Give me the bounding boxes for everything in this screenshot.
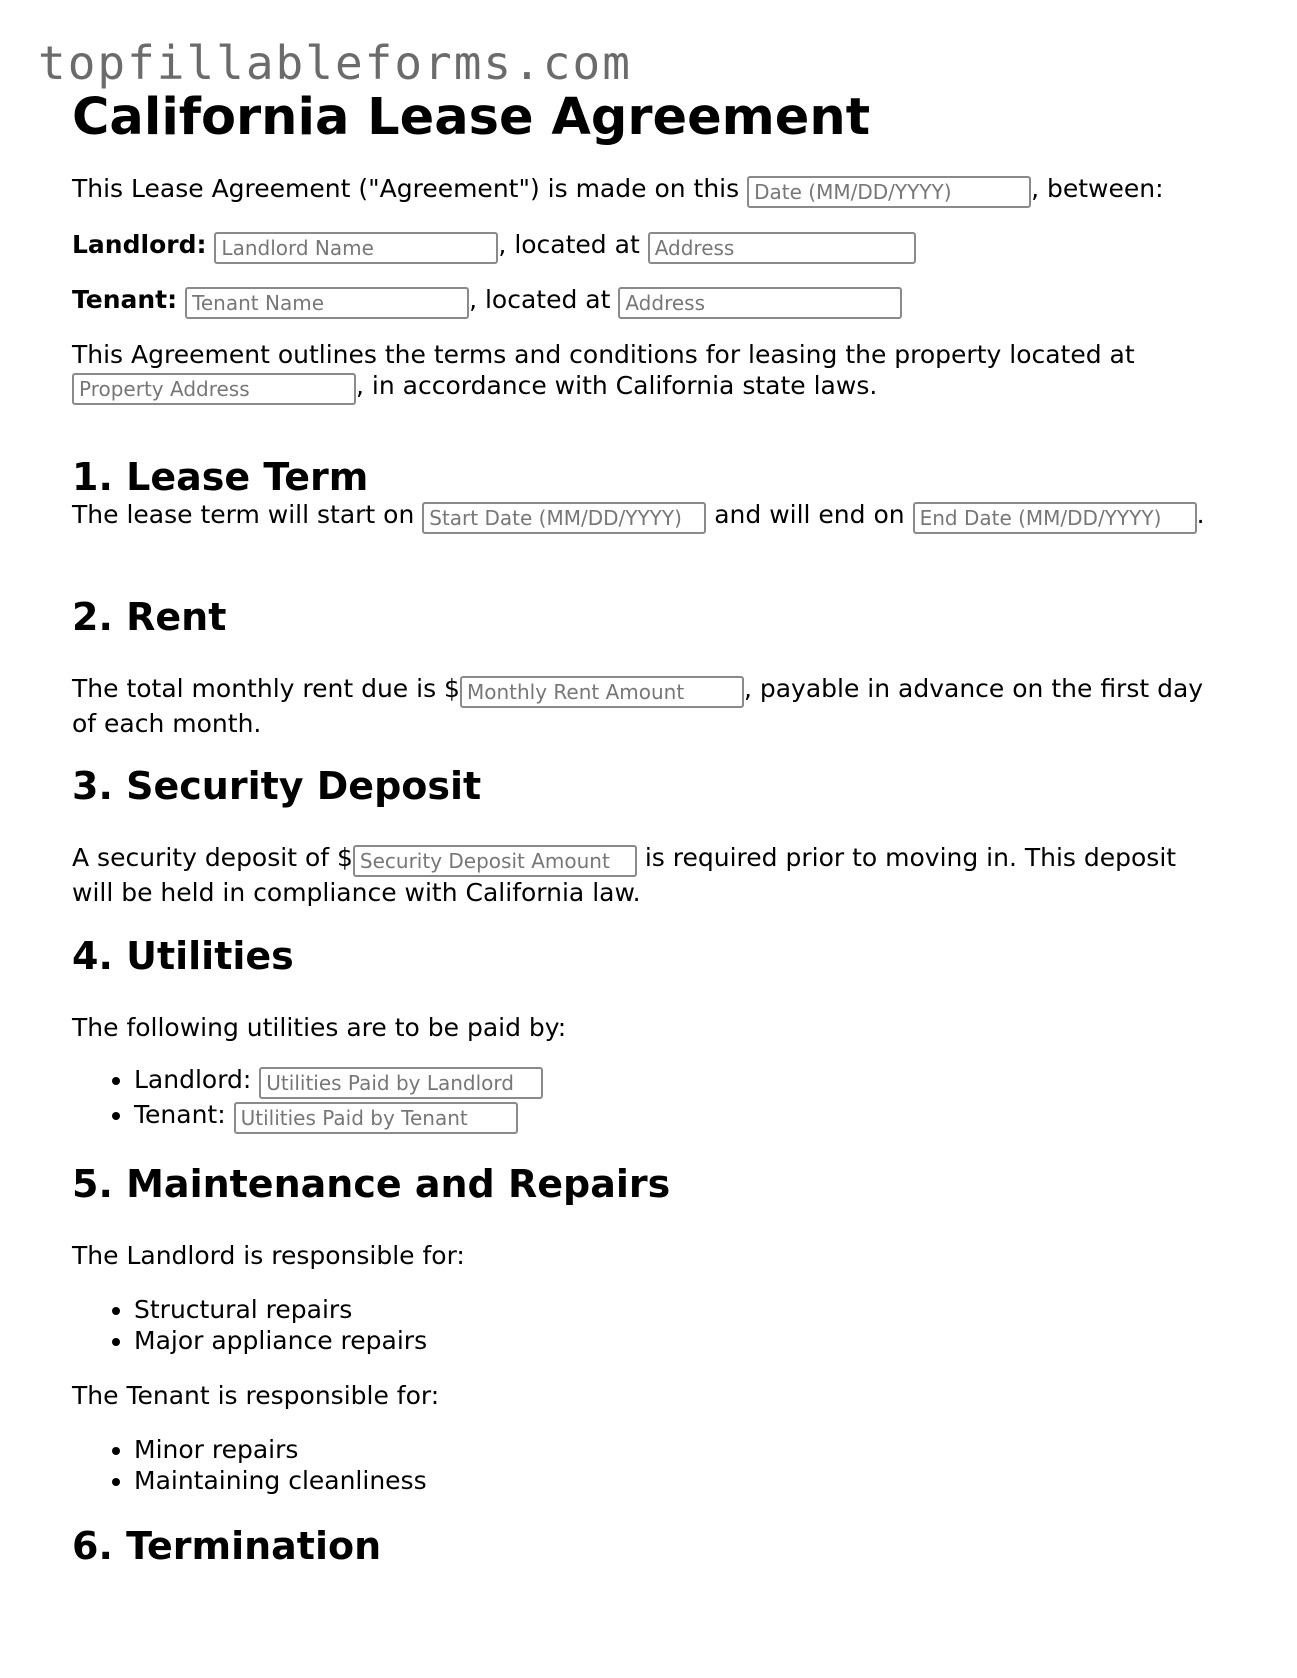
property-address-input[interactable] bbox=[72, 373, 356, 405]
deposit-text-after: is required prior to moving in. This deposit will be held in compliance with California law. bbox=[72, 843, 1177, 907]
lease-term-middle-text: and will end on bbox=[714, 500, 905, 529]
utilities-intro: The following utilities are to be paid by: bbox=[72, 1013, 567, 1042]
landlord-line bbox=[72, 229, 916, 264]
list-item: • Maintaining cleanliness bbox=[134, 1465, 427, 1496]
lease-term-line bbox=[72, 499, 1205, 534]
utilities-landlord-input[interactable] bbox=[259, 1067, 543, 1099]
intro-text: This Lease Agreement ("Agreement") is made on this bbox=[72, 174, 740, 203]
property-paragraph bbox=[72, 339, 1222, 405]
section-heading-lease-term: 1. Lease Term bbox=[72, 455, 369, 499]
landlord-address-input[interactable] bbox=[648, 232, 916, 264]
rent-paragraph bbox=[72, 673, 1222, 739]
lease-term-text: The lease term will start on bbox=[72, 500, 415, 529]
agreement-date-input[interactable] bbox=[747, 176, 1031, 208]
landlord-located-text: , located at bbox=[498, 230, 640, 259]
lease-term-period: . bbox=[1196, 500, 1205, 529]
intro-between-text: , between: bbox=[1031, 174, 1164, 203]
list-item: • Structural repairs bbox=[134, 1294, 427, 1325]
section-heading-utilities: 4. Utilities bbox=[72, 934, 294, 978]
intro-line bbox=[72, 173, 1164, 208]
maintenance-landlord-list bbox=[72, 1294, 427, 1356]
monthly-rent-input[interactable] bbox=[460, 676, 744, 708]
rent-text-after: , payable in advance on the first day of each month. bbox=[72, 674, 1204, 738]
section-heading-rent: 2. Rent bbox=[72, 595, 227, 639]
list-item bbox=[134, 1099, 543, 1134]
utilities-list bbox=[72, 1064, 543, 1134]
maintenance-tenant-intro: The Tenant is responsible for: bbox=[72, 1381, 440, 1410]
section-heading-termination: 6. Termination bbox=[72, 1524, 382, 1568]
section-heading-security-deposit: 3. Security Deposit bbox=[72, 764, 482, 808]
tenant-located-text: , located at bbox=[469, 285, 611, 314]
list-item: • Minor repairs bbox=[134, 1434, 427, 1465]
tenant-address-input[interactable] bbox=[618, 287, 902, 319]
deposit-paragraph bbox=[72, 842, 1222, 908]
watermark: topfillableforms.com bbox=[38, 36, 632, 90]
list-item bbox=[134, 1064, 543, 1099]
utilities-tenant-label: Tenant: bbox=[134, 1100, 226, 1129]
landlord-label: Landlord: bbox=[72, 230, 207, 259]
maintenance-landlord-intro: The Landlord is responsible for: bbox=[72, 1241, 465, 1270]
utilities-tenant-input[interactable] bbox=[234, 1102, 518, 1134]
tenant-name-input[interactable] bbox=[185, 287, 469, 319]
tenant-line bbox=[72, 284, 902, 319]
list-item: • Major appliance repairs bbox=[134, 1325, 427, 1356]
lease-start-date-input[interactable] bbox=[422, 502, 706, 534]
page-title: California Lease Agreement bbox=[72, 88, 871, 147]
tenant-label: Tenant: bbox=[72, 285, 178, 314]
lease-end-date-input[interactable] bbox=[913, 502, 1197, 534]
section-heading-maintenance: 5. Maintenance and Repairs bbox=[72, 1162, 671, 1206]
maintenance-tenant-list bbox=[72, 1434, 427, 1496]
security-deposit-input[interactable] bbox=[353, 845, 637, 877]
property-text: This Agreement outlines the terms and conditions for leasing the property located at bbox=[72, 340, 1135, 369]
landlord-name-input[interactable] bbox=[214, 232, 498, 264]
property-text-after: , in accordance with California state laws. bbox=[356, 371, 878, 400]
utilities-landlord-label: Landlord: bbox=[134, 1065, 252, 1094]
rent-text: The total monthly rent due is $ bbox=[72, 674, 460, 703]
deposit-text: A security deposit of $ bbox=[72, 843, 353, 872]
